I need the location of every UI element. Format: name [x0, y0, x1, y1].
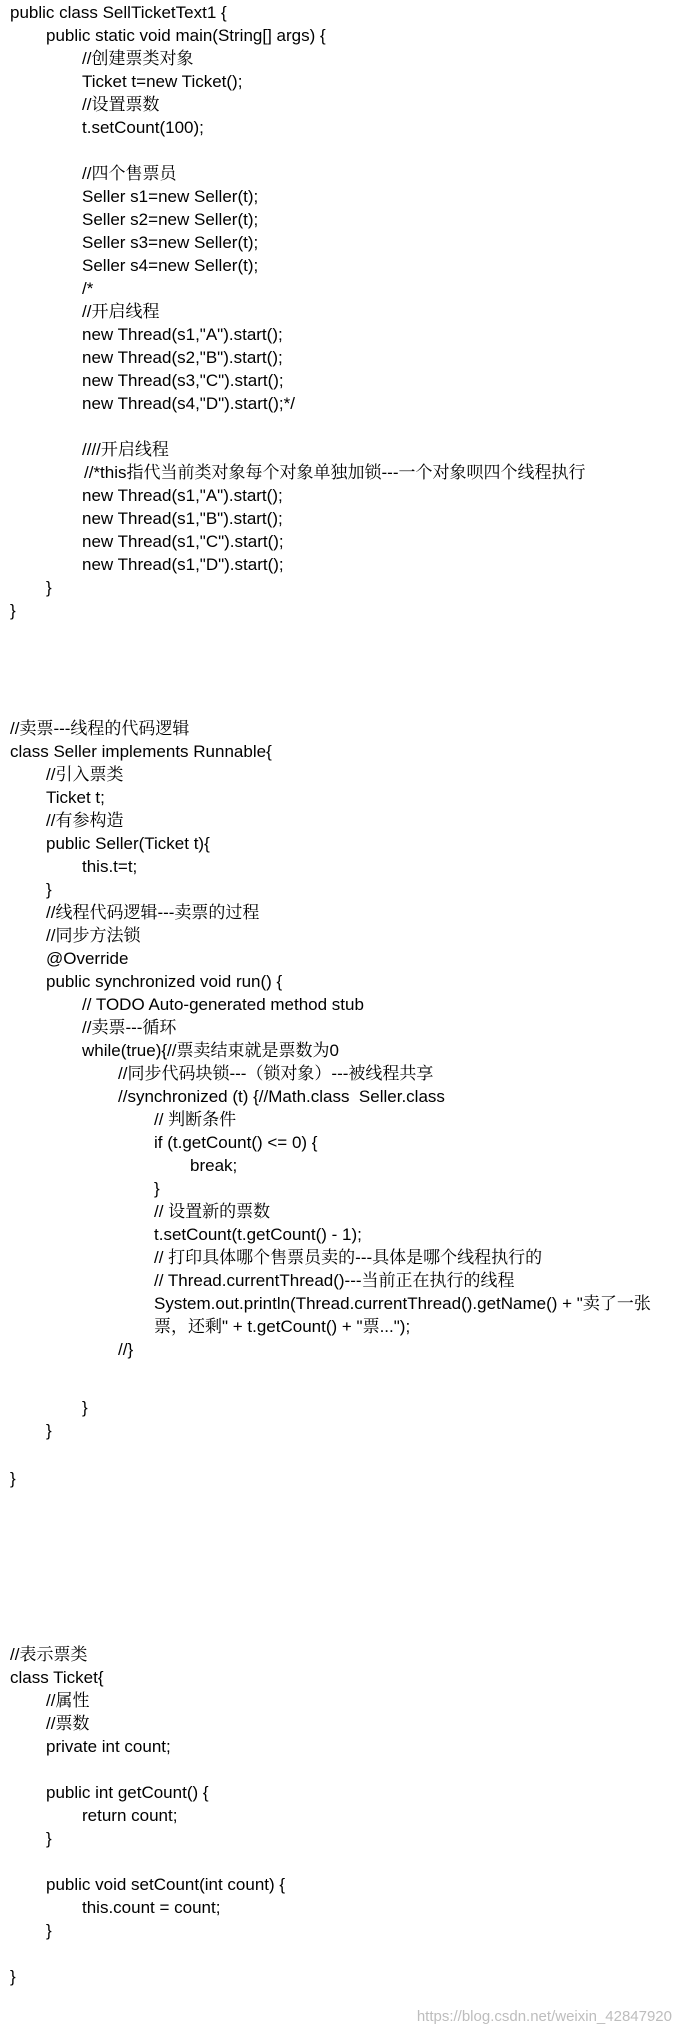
code-line: //设置票数	[82, 95, 160, 114]
code-line: class Seller implements Runnable{	[10, 742, 272, 761]
code-line: Ticket t=new Ticket();	[82, 72, 243, 91]
code-line: }	[46, 1421, 52, 1440]
code-line: new Thread(s1,"C").start();	[82, 532, 284, 551]
code-line: }	[46, 880, 52, 899]
code-line: }	[46, 1921, 52, 1940]
code-line: }	[10, 1967, 16, 1986]
code-line: // 判断条件	[154, 1110, 237, 1129]
code-line: //创建票类对象	[82, 49, 194, 68]
code-line: }	[46, 1829, 52, 1848]
code-line: if (t.getCount() <= 0) {	[154, 1133, 318, 1152]
code-line: //有参构造	[46, 811, 124, 830]
code-line: // 设置新的票数	[154, 1202, 271, 1221]
watermark: https://blog.csdn.net/weixin_42847920	[416, 2008, 672, 2025]
code-line: public int getCount() {	[46, 1783, 209, 1802]
code-line: Seller s1=new Seller(t);	[82, 187, 259, 206]
code-line: }	[46, 578, 52, 597]
code-line: new Thread(s2,"B").start();	[82, 348, 283, 367]
code-line: class Ticket{	[10, 1668, 104, 1687]
code-line: while(true){//票卖结束就是票数为0	[82, 1041, 339, 1060]
code-line: new Thread(s3,"C").start();	[82, 371, 284, 390]
code-line: }	[82, 1398, 88, 1417]
code-line: // TODO Auto-generated method stub	[82, 995, 364, 1014]
code-line: /*	[82, 279, 94, 298]
code-line: //同步方法锁	[46, 926, 141, 945]
code-line: this.t=t;	[82, 857, 138, 876]
code-line: new Thread(s4,"D").start();*/	[82, 394, 295, 413]
code-line: //属性	[46, 1691, 90, 1710]
code-line: Seller s4=new Seller(t);	[82, 256, 259, 275]
code-line: private int count;	[46, 1737, 171, 1756]
code-line: //}	[118, 1340, 134, 1359]
code-line: @Override	[46, 949, 129, 968]
code-line: public synchronized void run() {	[46, 972, 283, 991]
code-line: //开启线程	[82, 302, 160, 321]
code-line: //synchronized (t) {//Math.class Seller.class	[118, 1087, 445, 1106]
code-line: return count;	[82, 1806, 178, 1825]
code-line: public Seller(Ticket t){	[46, 834, 210, 853]
code-line: public static void main(String[] args) {	[46, 26, 326, 45]
code-line: Seller s3=new Seller(t);	[82, 233, 259, 252]
code-line: //线程代码逻辑---卖票的过程	[46, 903, 260, 922]
code-line: }	[10, 601, 16, 620]
code-line: System.out.println(Thread.currentThread().getName() + "卖了一张	[154, 1294, 651, 1313]
code-line: //*this指代当前类对象每个对象单独加锁---一个对象呗四个线程执行	[84, 463, 586, 482]
code-line: break;	[190, 1156, 238, 1175]
code-line: Seller s2=new Seller(t);	[82, 210, 259, 229]
code-line: //引入票类	[46, 765, 124, 784]
code-line: t.setCount(100);	[82, 118, 204, 137]
code-line: // 打印具体哪个售票员卖的---具体是哪个线程执行的	[154, 1248, 543, 1267]
code-line: Ticket t;	[46, 788, 105, 807]
code-line: }	[10, 1469, 16, 1488]
code-line: //卖票---线程的代码逻辑	[10, 719, 190, 738]
code-line: //表示票类	[10, 1645, 88, 1664]
code-line: t.setCount(t.getCount() - 1);	[154, 1225, 362, 1244]
code-line: //票数	[46, 1714, 90, 1733]
code-line: public void setCount(int count) {	[46, 1875, 286, 1894]
code-line: 票，还剩" + t.getCount() + "票...");	[154, 1317, 411, 1336]
code-line: public class SellTicketText1 {	[10, 3, 227, 22]
code-line: // Thread.currentThread()---当前正在执行的线程	[154, 1271, 515, 1290]
code-line: new Thread(s1,"A").start();	[82, 486, 283, 505]
code-line: new Thread(s1,"D").start();	[82, 555, 284, 574]
code-line: //四个售票员	[82, 164, 177, 183]
code-line: new Thread(s1,"B").start();	[82, 509, 283, 528]
code-line: }	[154, 1179, 160, 1198]
code-line: this.count = count;	[82, 1898, 221, 1917]
code-line: //同步代码块锁---（锁对象）---被线程共享	[118, 1064, 434, 1083]
code-line: ////开启线程	[82, 440, 169, 459]
code-line: new Thread(s1,"A").start();	[82, 325, 283, 344]
code-line: //卖票---循环	[82, 1018, 177, 1037]
